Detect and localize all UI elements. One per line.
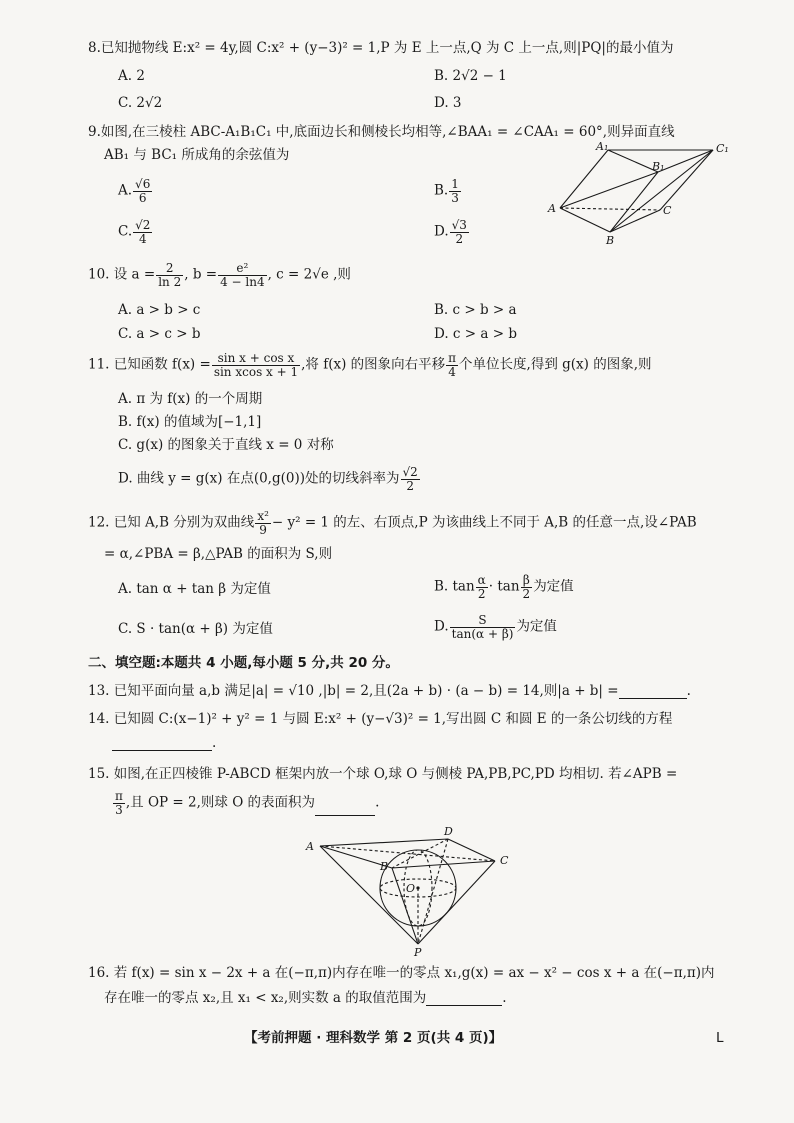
q15-label-p: P xyxy=(414,946,422,959)
q15-label-a: A xyxy=(306,840,314,853)
q9-option-b: B. $\frac{1}{3}$ xyxy=(434,177,459,205)
q14-answer-line: . xyxy=(112,735,216,751)
q10-option-a: A. a > b > c xyxy=(118,302,201,318)
q10-option-d: D. c > a > b xyxy=(434,326,517,342)
q12-stem-line2: = α,∠PBA = β,△PAB 的面积为 S,则 xyxy=(104,546,333,562)
q9-label-a1: A₁ xyxy=(596,140,609,153)
q8-option-c: C. 2√2 xyxy=(118,95,163,111)
q9-option-d: D. $\frac{√3}{2}$ xyxy=(434,218,467,246)
q11-stem: 11. 已知函数 f(x) = $\frac{\text{sin x + cos x}}{\text{sin xcos x + 1}}$ ,将 f(x) 的图象向右平移 $\frac{\pi}{4}$ 个单位长度,得到 g(x) 的图象,则 xyxy=(88,351,652,379)
q9-stem-line1: 9.如图,在三棱柱 ABC-A₁B₁C₁ 中,底面边长和侧棱长均相等,∠BAA₁ = ∠CAA₁ = 60°,则异面直线 xyxy=(88,124,675,140)
q11-option-a: A. π 为 f(x) 的一个周期 xyxy=(118,391,263,407)
q15-pyramid-figure xyxy=(300,825,520,959)
q15-answer-blank[interactable] xyxy=(315,801,375,816)
q9-stem-line2: AB₁ 与 BC₁ 所成角的余弦值为 xyxy=(104,147,290,163)
q9-label-b: B xyxy=(606,234,615,247)
q12-option-b: B. tan $\frac{\alpha}{2}$ · tan $\frac{\beta}{2}$ 为定值 xyxy=(434,573,574,601)
page-footer: 【考前押题 · 理科数学 第 2 页(共 4 页)】 xyxy=(244,1030,503,1046)
q13-answer-blank[interactable] xyxy=(619,684,687,699)
q8-option-d: D. 3 xyxy=(434,95,462,111)
q12-stem-line1: 12. 已知 A,B 分别为双曲线 $\frac{\text{x²}}{9}$ − y² = 1 的左、右顶点,P 为该曲线上不同于 A,B 的任意一点,设∠PAB xyxy=(88,509,697,537)
q15-label-c: C xyxy=(500,854,509,867)
q13-stem: 13. 已知平面向量 a,b 满足|a| = √10 ,|b| = 2,且(2a + b) · (a − b) = 14,则|a + b| = . xyxy=(88,683,691,699)
q9-prism-figure xyxy=(540,140,740,250)
q15-label-o: O xyxy=(406,882,416,895)
q15-label-d: D xyxy=(444,825,453,838)
q12-option-c: C. S · tan(α + β) 为定值 xyxy=(118,621,273,637)
q10-stem: 10. 设 a = $\frac{2}{\ln 2}$ , b = $\frac{\text{e²}}{4 - \ln 4}$ , c = 2√e ,则 xyxy=(88,261,351,289)
q9-label-c: C xyxy=(663,204,672,217)
q8-option-b: B. 2√2 − 1 xyxy=(434,68,507,84)
q16-answer-blank[interactable] xyxy=(426,991,502,1006)
q9-option-a: A. $\frac{√6}{6}$ xyxy=(118,177,151,205)
q16-stem-line1: 16. 若 f(x) = sin x − 2x + a 在(−π,π)内存在唯一的零点 x₁,g(x) = ax − x² − cos x + a 在(−π,π)内 xyxy=(88,965,715,981)
q11-option-c: C. g(x) 的图象关于直线 x = 0 对称 xyxy=(118,437,334,453)
q9-label-c1: C₁ xyxy=(716,142,729,155)
q9-label-b1: B₁ xyxy=(652,160,665,173)
section-heading-fill-in: 二、填空题:本题共 4 小题,每小题 5 分,共 20 分。 xyxy=(88,655,399,671)
q15-label-b: B xyxy=(380,860,389,873)
q15-stem-line2: $\frac{\pi}{3}$ ,且 OP = 2,则球 O 的表面积为 . xyxy=(115,789,380,817)
q9-option-c: C. $\frac{√2}{4}$ xyxy=(118,218,151,246)
q12-option-d: D. $\frac{S}{\tan(\alpha + \beta)}$ 为定值 xyxy=(434,613,557,641)
q14-stem: 14. 已知圆 C:(x−1)² + y² = 1 与圆 E:x² + (y−√3)² = 1,写出圆 C 和圆 E 的一条公切线的方程 xyxy=(88,711,673,727)
q11-option-b: B. f(x) 的值域为[−1,1] xyxy=(118,414,262,430)
q10-option-c: C. a > c > b xyxy=(118,326,201,342)
q10-option-b: B. c > b > a xyxy=(434,302,517,318)
q8-option-a: A. 2 xyxy=(118,68,145,84)
q8-stem: 8.已知抛物线 E:x² = 4y,圆 C:x² + (y−3)² = 1,P 为 E 上一点,Q 为 C 上一点,则|PQ|的最小值为 xyxy=(88,40,674,56)
q14-answer-blank[interactable] xyxy=(112,736,212,751)
q15-stem-line1: 15. 如图,在正四棱锥 P-ABCD 框架内放一个球 O,球 O 与侧棱 PA,PB,PC,PD 均相切. 若∠APB = xyxy=(88,766,678,782)
q11-option-d: D. 曲线 y = g(x) 在点(0,g(0))处的切线斜率为 $\frac{√2}{2}$ xyxy=(118,465,418,493)
q9-label-a: A xyxy=(548,202,556,215)
footer-mark: L xyxy=(716,1030,724,1046)
q12-option-a: A. tan α + tan β 为定值 xyxy=(118,581,271,597)
q16-stem-line2: 存在唯一的零点 x₂,且 x₁ < x₂,则实数 a 的取值范围为 . xyxy=(104,990,507,1006)
